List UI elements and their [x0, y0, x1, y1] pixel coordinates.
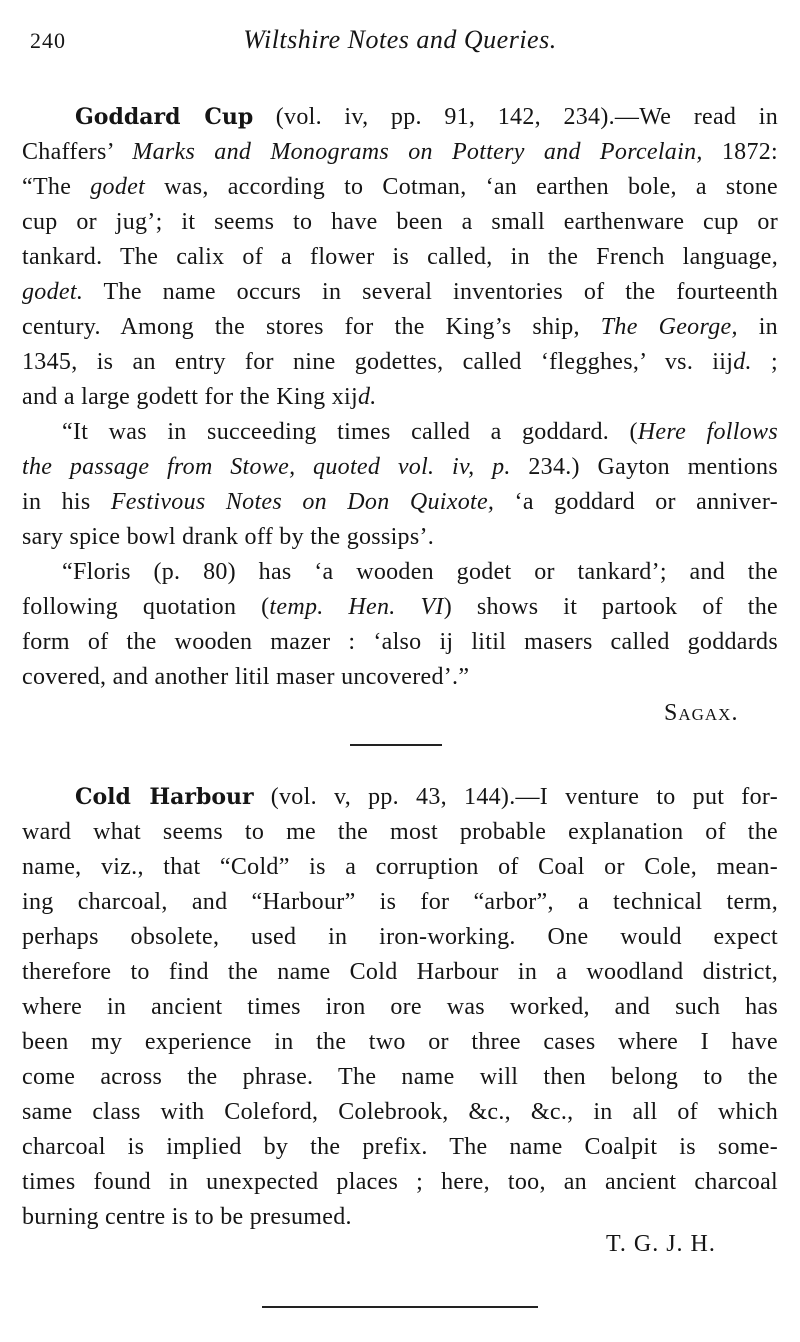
text-line [22, 345, 778, 379]
italic-text: Festivous Notes on Don Quixote, [110, 489, 495, 515]
text-run: perhaps obsolete, used in iron-working. One would expect [22, 924, 778, 950]
italic-text: godet. [22, 279, 84, 305]
text-run: ‘a goddard or anniver- [494, 489, 778, 515]
text-line [22, 815, 778, 849]
text-run: in [737, 314, 778, 340]
italic-text: d. [357, 384, 377, 410]
text-run: (vol. iv, pp. 91, 142, 234).—We read in [253, 104, 778, 130]
text-run: form of the wooden mazer : ‘also ij litil masers called goddards [22, 629, 778, 655]
text-run: times found in unexpected places ; here, too, an ancient charcoal [22, 1169, 778, 1195]
text-line [22, 660, 778, 694]
text-line [22, 170, 778, 204]
text-run: Chaffers’ [22, 139, 133, 165]
text-run: ) shows it partook of the [443, 594, 778, 620]
text-run: ing charcoal, and “Harbour” is for “arbor”, a technical term, [22, 889, 778, 915]
text-line [22, 240, 778, 274]
text-line [22, 135, 778, 169]
text-line [22, 1130, 778, 1164]
text-line [22, 205, 778, 239]
italic-text: Here follows [637, 419, 778, 445]
text-line [22, 590, 778, 624]
signature-sagax: Sagax. [664, 700, 739, 726]
text-line [22, 625, 778, 659]
text-run: 1345, is an entry for nine godettes, called ‘flegghes,’ vs. iij [22, 349, 734, 375]
text-line [22, 850, 778, 884]
text-run: been my experience in the two or three cases where I have [22, 1029, 778, 1055]
text-run: century. Among the stores for the King’s ship, [22, 314, 601, 340]
text-run: charcoal is implied by the prefix. The name Coalpit is some- [22, 1134, 778, 1160]
text-run: ward what seems to me the most probable explanation of the [22, 819, 778, 845]
text-line [22, 1165, 778, 1199]
text-run: sary spice bowl drank off by the gossips’. [22, 524, 435, 550]
text-line [22, 990, 778, 1024]
text-line [22, 485, 778, 519]
text-run: tankard. The calix of a flower is called, in the French language, [22, 244, 778, 270]
text-line [22, 955, 778, 989]
text-line [22, 1025, 778, 1059]
text-line [22, 450, 778, 484]
text-run: “The [22, 174, 91, 200]
text-run: same class with Coleford, Colebrook, &c., &c., in all of which [22, 1099, 778, 1125]
italic-text: Marks and Monograms on Pottery and Porcelain, [132, 139, 703, 165]
text-run: therefore to find the name Cold Harbour in a woodland district, [22, 959, 778, 985]
text-line [22, 380, 778, 414]
page-number: 240 [30, 28, 66, 53]
text-run: 1872: [702, 139, 778, 165]
text-run: ; [751, 349, 778, 375]
text-run: come across the phrase. The name will then belong to the [22, 1064, 778, 1090]
text-run: The name occurs in several inventories of the fourteenth [83, 279, 778, 305]
text-run: in his [22, 489, 111, 515]
signature-tgjh: T. G. J. H. [606, 1231, 716, 1257]
text-run: cup or jug’; it seems to have been a small earthenware cup or [22, 209, 778, 235]
text-line [22, 920, 778, 954]
italic-text: godet [90, 174, 146, 200]
text-run: burning centre is to be presumed. [22, 1204, 352, 1230]
text-run: following quotation ( [22, 594, 270, 620]
text-run: where in ancient times iron ore was worked, and such has [22, 994, 778, 1020]
text-run: and a large godett for the King xij [22, 384, 358, 410]
text-line [62, 415, 778, 449]
italic-text: temp. Hen. VI [269, 594, 444, 620]
italic-text: d. [733, 349, 752, 375]
text-line [75, 780, 778, 814]
italic-text: the passage from Stowe, quoted vol. iv, p. [22, 454, 511, 480]
text-line [62, 555, 778, 589]
text-line [22, 275, 778, 309]
text-run: (vol. v, pp. 43, 144).—I venture to put for- [253, 784, 778, 810]
running-title: Wiltshire Notes and Queries. [243, 25, 557, 54]
text-run: was, according to Cotman, ‘an earthen bole, a stone [145, 174, 778, 200]
end-divider [262, 1306, 538, 1308]
italic-text: The George, [600, 314, 738, 340]
text-run: “Floris (p. 80) has ‘a wooden godet or tankard’; and the [62, 559, 778, 585]
section-divider [350, 744, 442, 746]
text-line [22, 885, 778, 919]
text-run: name, viz., that “Cold” is a corruption of Coal or Cole, mean- [22, 854, 778, 880]
article-heading: Cold Harbour [75, 784, 254, 810]
text-run: 234.) Gayton mentions [510, 454, 778, 480]
text-line [22, 1060, 778, 1094]
text-line [22, 310, 778, 344]
text-run: “It was in succeeding times called a goddard. ( [62, 419, 638, 445]
text-line [22, 520, 778, 554]
article-heading: Goddard Cup [75, 104, 254, 130]
text-line [75, 100, 778, 134]
text-line [22, 1095, 778, 1129]
text-run: covered, and another litil maser uncovered’.” [22, 664, 470, 690]
